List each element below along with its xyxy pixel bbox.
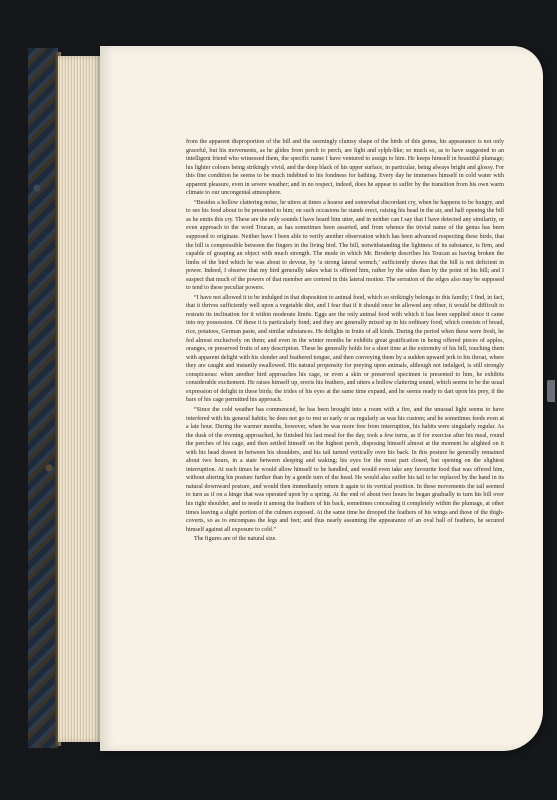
paragraph-2: “Besides a hollow clattering noise, he utters at times a hoarse and somewhat discordant cry, when he happens to be hungry, and to see his food about to be presented to him; on such occasions he stands erect, raising his head in the air, and half opening the bill as he emits this cry. These are the only sounds I have heard him utter, and in neither can I say that I have detected any similarity, or even approach to the word Toucan, as has sometimes been asserted, and from whence the trivial name of the genus has been supposed to originate. Neither have I been able to verify another observation which has been advanced respecting these birds, that the bill is compressible between the fingers in the living bird. The bill, notwithstanding the lightness of its substance, is firm, and capable of grasping an object with much strength. The mode in which Mr. Broderip describes his Toucan as having broken the limbs of the bird which he was about to devour, by ‘a strong lateral wrench,’ sufficiently shows that the bill is not deficient in power. Indeed, I observe that my bird generally takes what is offered him, rather by the sides than by the point of his bill; and I suspect that much of the powers of that member are centred in this lateral motion. The serration of the edges also may be supposed to tend to these peculiar powers. xyxy=(186,199,504,292)
figure-caption: The figures are of the natural size. xyxy=(194,536,277,543)
paragraph-1: from the apparent disproportion of the bill and the seemingly clumsy shape of the birds of this genus, his appearance is not only graceful, but his movements, as he glides from perch to perch, are light and sylph-like; so much so, as to have suggested to an intelligent friend who witnessed them, the specific name I have ventured to assign to him. He keeps himself in beautiful plumage; his lighter colours being strikingly vivid, and the deep black of his upper surface, in particular, being always bright and glossy. For this fine condition he seems to be much indebted to his fondness for bathing. Every day he immerses himself in cold water with apparent pleasure, even in severe weather; and in no respect, indeed, does he appear to suffer by the transition from his own warm climate to our uncongenial atmosphere. xyxy=(186,139,504,197)
page-tab-marker xyxy=(547,380,555,402)
stacked-page-edges xyxy=(58,56,102,742)
page-text-block xyxy=(186,138,504,544)
paragraph-3: “I have not allowed it to be indulged in that disposition to animal food, which so strikingly belongs to this family; I find, in fact, that it thrives sufficiently well upon a vegetable diet, and I fear that if it should once be allowed any other, it would be difficult to restrain its inclination for it within moderate limits. Eggs are the only animal food with which it has been supplied since it came into my possession. Of these it is particularly fond; and they are generally mixed up in his ordinary food, which consists of bread, rice, potatoes, German paste, and similar substances. He delights in fruits of all kinds. During the period when these were fresh, he fed almost exclusively on them; and even in the winter months he exhibits great gratification in being offered pieces of apples, oranges, or preserved fruits of any description. These he generally holds for a short time at the extremity of his bill, touching them with apparent delight with his slender and feathered tongue, and then conveying them by a sudden upward jerk to his throat, where they are caught and instantly swallowed. His natural propensity for preying upon animals, although not indulged, is still strongly conspicuous: when another bird approaches his cage, or even a skin or preserved specimen is presented to him, he exhibits considerable excitement. He raises himself up, erects his feathers, and utters a hollow clattering sound, which seems to be the usual expression of delight in these birds; the irides of his eyes at the same time expand, and he seems ready to dart upon his prey, if the bars of his cage permitted his approach. xyxy=(186,294,504,404)
paragraph-4: “Since the cold weather has commenced, he has been brought into a room with a fire, and the unusual light seems to have interfered with his general habits; he does not go to rest so early or as regularly as was his custom; and he sometimes feeds even at a late hour. During the warmer months, however, when he was more free from interruption, his habits were singularly regular. As the dusk of the evening approached, he finished his last meal for the day, took a few turns, as if for exercise after his meal, round the perches of his cage, and then settled himself on the highest perch, disposing himself almost at the moment he alighted on it with his head drawn in between his shoulders, and his tail turned vertically over his back. In this posture he generally remained about two hours, in a state between sleeping and waking; his eyes for the most part closed, but opening on the slightest interruption. At such times he would allow himself to be handled, and would even take any favourite food that was offered him, without altering his posture further than by a gentle turn of the head. He would also suffer his tail to be replaced by the hand in its natural downward posture, and would then immediately return it again to its vertical position. In these movements the tail seemed to turn as if on a hinge that was operated upon by a spring. At the end of about two hours he began gradually to turn his bill over his right shoulder, and to nestle it among the feathers of his back, sometimes concealing it completely within the plumage, at other times leaving a slight portion of the culmen exposed. At the same time he drooped the feathers of his wings and those of the thigh-coverts, so as to encompass the legs and feet; and thus nearly assuming the appearance of an oval ball of feathers, he secured himself against all exposure to cold.” xyxy=(186,406,504,533)
marbled-cover-edge xyxy=(28,48,58,748)
